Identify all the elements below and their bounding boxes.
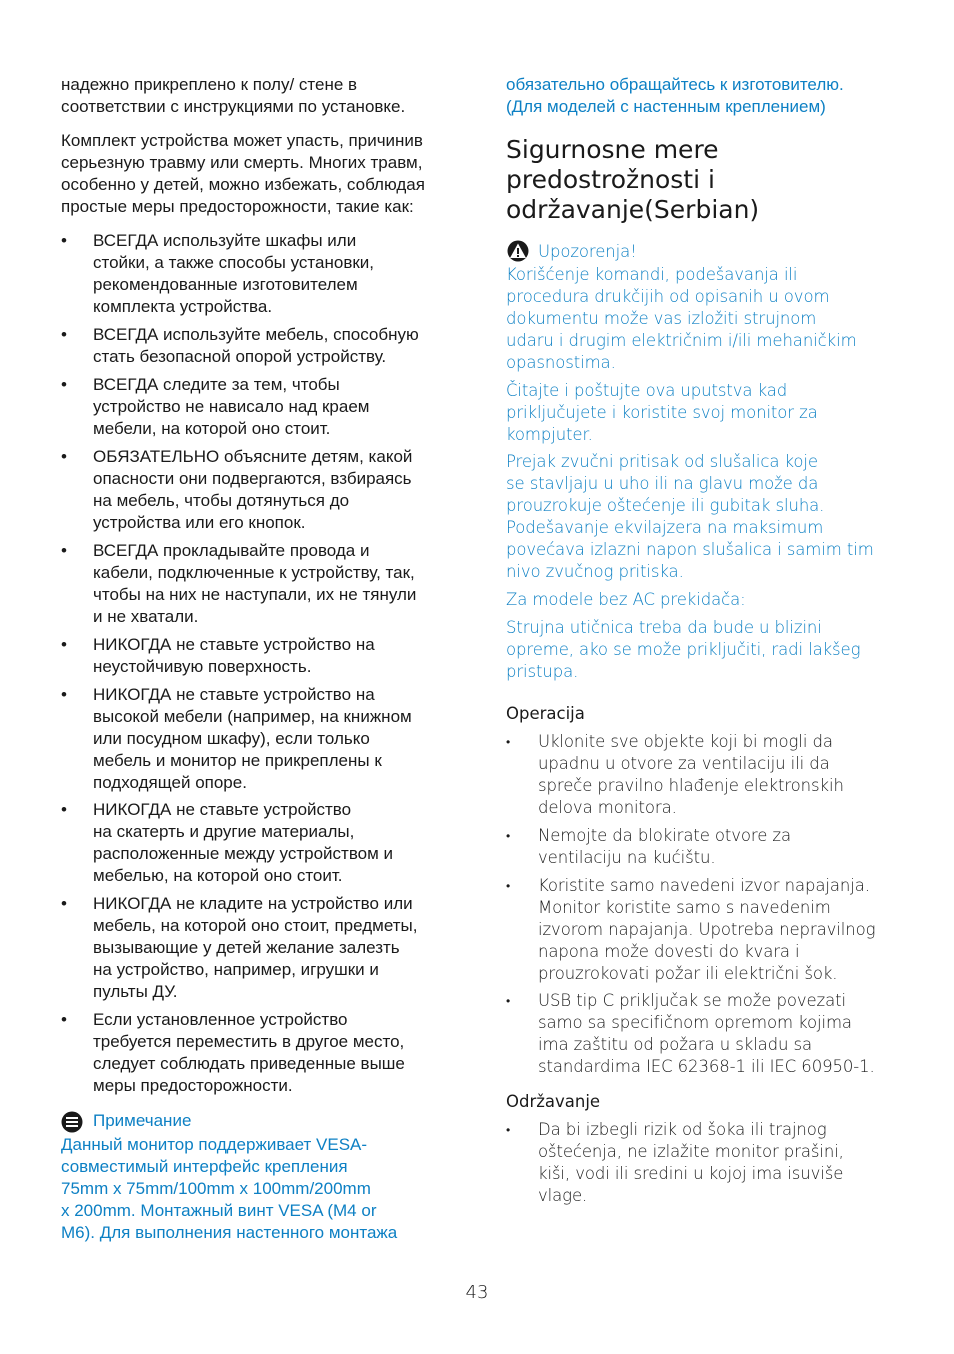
warning-paragraph: Korišćenje komandi, podešavanja ili procedura drukčijih od opisanih u ovom dokumentu može vas izložiti strujnom udaru i drugim električnim i/ili mehaničkim opasnostima. — [506, 265, 857, 372]
bullet-icon: • — [61, 800, 67, 819]
note-header — [61, 1110, 456, 1134]
list-item-text: Nemojte da blokirate otvore za ventilaciju na kućištu. — [538, 826, 792, 867]
warning-icon — [506, 240, 530, 266]
warning-paragraph: Prejak zvučni pritisak od slušalica koje se stavljaju u uho ili na glavu može da prouzrokuje oštećenje ili gubitak sluha. Podešavanje ekvilajzera na maksimum povećava izlazni napon slušalica i samim tim nivo zvučnog pritiska. — [506, 452, 874, 581]
bullet-icon: • — [61, 635, 67, 654]
list-item-text: ВСЕГДА используйте мебель, способную стать безопасной опорой устройству. — [93, 325, 419, 366]
note-title: Примечание — [93, 1111, 192, 1130]
bullet-icon: • — [506, 735, 511, 749]
warning-header — [506, 240, 906, 264]
bullet-icon: • — [61, 231, 67, 250]
warning-paragraph: Čitajte i poštujte ova uputstva kad priključujete i koristite svoj monitor za kompjuter. — [506, 381, 818, 444]
list-item-text: ОБЯЗАТЕЛЬНО объясните детям, какой опасности они подвергаются, взбираясь на мебель, чтобы дотянуться до устройства или его кнопок. — [93, 447, 413, 532]
intro-paragraph-2: Комплект устройства может упасть, причинив серьезную травму или смерть. Многих травм, особенно у детей, можно избежать, соблюдая простые меры предосторожности, такие как: — [61, 131, 425, 216]
subheading-odrzavanje: Održavanje — [506, 1092, 601, 1111]
list-item-text: ВСЕГДА используйте шкафы или стойки, а также способы установки, рекомендованные изготовителем комплекта устройства. — [93, 231, 375, 316]
list-item-text: НИКОГДА не ставьте устройство на неустойчивую поверхность. — [93, 635, 375, 676]
bullet-icon: • — [506, 829, 511, 843]
bullet-icon: • — [506, 1123, 511, 1137]
bullet-icon: • — [61, 325, 67, 344]
bullet-icon: • — [61, 541, 67, 560]
list-item-text: НИКОГДА не кладите на устройство или мебель, на которой оно стоит, предметы, вызывающие у детей желание залезть на устройство, например, игрушки и пульты ДУ. — [93, 894, 418, 1001]
bullet-icon: • — [506, 994, 511, 1008]
intro-paragraph-1: надежно прикреплено к полу/ стене в соответствии с инструкциями по установке. — [61, 75, 406, 116]
warning-paragraph: Za modele bez AC prekidača: — [506, 590, 746, 609]
list-item-text: USB tip C priključak se može povezati samo sa specifičnom opremom kojima ima zaštitu od požara u skladu sa standardima IEC 62368-1 ili IEC 60950-1. — [538, 991, 875, 1076]
list-item-text: Koristite samo navedeni izvor napajanja. Monitor koristite samo s navedenim izvorom napajanja. Upotreba nepravilnog napona može dovesti do kvara i prouzrokovati požar ili električni šok. — [538, 876, 876, 983]
warning-paragraph: Strujna utičnica treba da bude u blizini opreme, ako se može priključiti, radi lakšeg pristupa. — [506, 618, 861, 681]
list-item-text: Da bi izbegli rizik od šoka ili trajnog oštećenja, ne izlažite monitor prašini, kiši, vodi ili sredini u kojoj ima isuviše vlage. — [538, 1120, 844, 1205]
list-item-text: ВСЕГДА прокладывайте провода и кабели, подключенные к устройству, так, чтобы на них не наступали, их не тянули и не хватали. — [93, 541, 417, 626]
list-item-text: Uklonite sve objekte koji bi mogli da upadnu u otvore za ventilaciju ili da spreče pravilno hlađenje elektronskih delova monitora. — [538, 732, 844, 817]
warning-title: Upozorenja! — [538, 242, 637, 261]
continued-text: обязательно обращайтесь к изготовителю. (Для моделей с настенным креплением) — [506, 75, 844, 116]
bullet-icon: • — [61, 447, 67, 466]
bullet-icon: • — [61, 375, 67, 394]
list-item-text: НИКОГДА не ставьте устройство на высокой мебели (например, на книжном или посудном шкафу), если только мебель и монитор не прикреплены к подходящей опоре. — [93, 685, 412, 792]
bullet-icon: • — [61, 1010, 67, 1029]
note-text: Данный монитор поддерживает VESA- совместимый интерфейс крепления 75mm x 75mm/100mm x 100mm/200mm x 200mm. Монтажный винт VESA (M4 or M6). Для выполнения настенного монтажа — [61, 1135, 398, 1242]
page-number: 43 — [465, 1282, 489, 1303]
list-item-text: ВСЕГДА следите за тем, чтобы устройство не нависало над краем мебели, на которой оно стоит. — [93, 375, 370, 438]
list-item-text: Если установленное устройство требуется переместить в другое место, следует соблюдать приведенные выше меры предосторожности. — [93, 1010, 405, 1095]
subheading-operacija: Operacija — [506, 704, 585, 723]
bullet-icon: • — [61, 894, 67, 913]
bullet-icon: • — [506, 879, 511, 893]
section-heading: Sigurnosne mere predostrožnosti i održavanje(Serbian) — [506, 135, 760, 224]
bullet-icon: • — [61, 685, 67, 704]
list-item-text: НИКОГДА не ставьте устройство на скатерть и другие материалы, расположенные между устройством и мебелью, на которой оно стоит. — [93, 800, 394, 885]
